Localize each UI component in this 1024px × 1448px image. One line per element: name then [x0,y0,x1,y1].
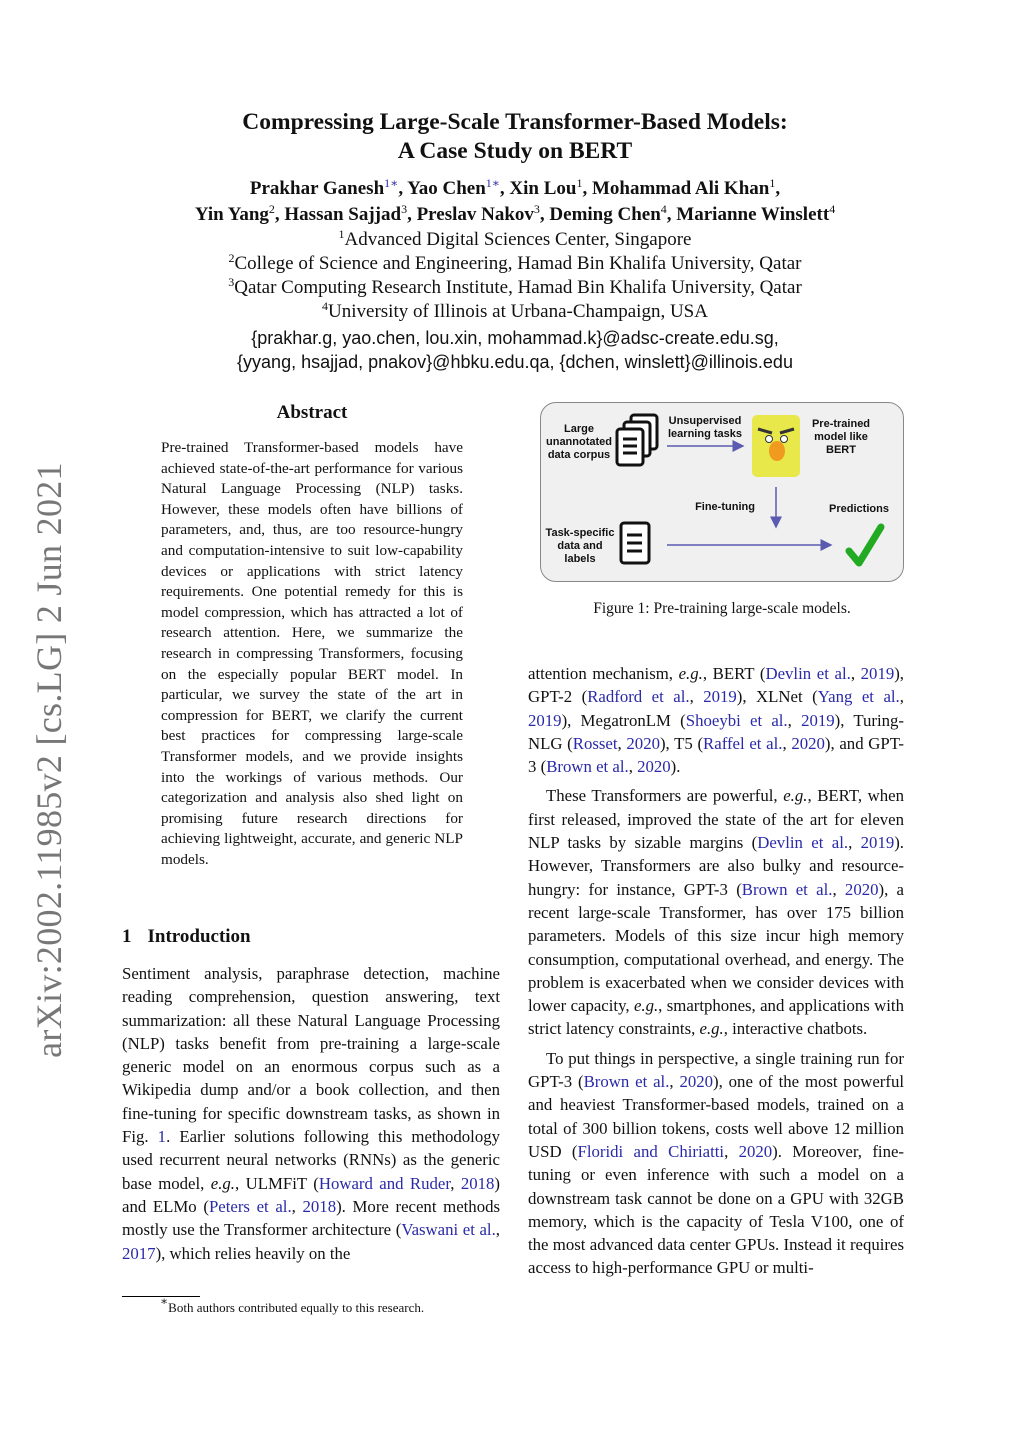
arxiv-id: arXiv:2002.11985v2 [cs.LG] 2 Jun 2021 [29,462,69,1058]
email-line-1: {prakhar.g, yao.chen, lou.xin, mohammad.k}@adsc-create.edu.sg, [251,328,779,348]
citation-link[interactable]: Brown et al. [546,757,629,777]
author-list [120,176,910,228]
author-sup: 3 [401,202,408,216]
text-run: e.g. [210,1173,235,1193]
author-name: Mohammad Ali Khan [591,178,770,199]
citation-link[interactable]: Rosset [572,733,618,753]
affil-sup: 3 [228,275,235,289]
text-run: ). However, Transformers are also bulky and resource-hungry: for instance, GPT-3 ( [528,833,905,899]
email-block [120,326,910,374]
author-name: Yao Chen [407,178,486,199]
text-run: , interactive chatbots. [723,1019,868,1039]
author-name: Yin Yang [194,204,269,225]
citation-link[interactable]: Raffel et al. [703,733,783,753]
citation-link[interactable]: Devlin et al. [757,833,849,853]
author-sup: 2 [268,202,275,216]
author-sup: 4 [829,202,836,216]
intro-paragraph: Sentiment analysis, paraphrase detection, machine reading comprehension, question answering, text summarization: all these Natural Language Processing (NLP) tasks benefit from pre-training a large-scale generic model on an enormous corpus such as a Wikipedia dump and/or a book collection, and then fine-tuning for specific downstream tasks, as shown in Fig. 1. Earlier solutions following this methodology used recurrent neural networks (RNNs) as the generic base model, e.g., ULMFiT (Howard and Ruder, 2018) and ELMo (Peters et al., 2018). More recent methods mostly use the Transformer architecture (Vaswani et al., 2017), which relies heavily on the [122,964,501,1263]
author-sup: 1 [769,176,776,190]
label-task-data: Task-specific data and labels [545,527,615,565]
text-run: ). Moreover, fine-tuning or even inference with such a model on a downstream task cannot be done on a GPU with 32GB memory, which is the capacity of Tesla V100, one of the most advanced data center GPUs. Instead it requires access to high-performance GPU or multi- [528,1141,905,1278]
figure-caption: Figure 1: Pre-training large-scale models. [593,600,851,617]
citation-link[interactable]: Vaswani et al. [401,1220,496,1240]
figure-1 [540,402,904,582]
citation-year-link[interactable]: 2020 [844,879,879,899]
citation-year-link[interactable]: 2018 [302,1196,337,1216]
text-run: ), MegatronLM ( [561,710,686,730]
text-run: ), which relies heavily on the [155,1243,351,1263]
paragraph: These Transformers are powerful, e.g., BERT, when first released, improved the state of the art for eleven NLP tasks by sizable margins (Devlin et al., 2019). However, Transformers are also bulky and resource-hungry: for instance, GPT-3 (Brown et al., 2020), a recent large-scale Transformer, has over 175 billion parameters. Models of this size incur high memory consumption, computational overhead, and energy. The problem is exacerbated when we consider devices with lower capacity, e.g., smartphones, and applications with strict latency constraints, e.g., interactive chatbots. [528,786,905,1039]
affiliations [120,228,910,324]
arxiv-sidebar [14,462,84,1058]
affil-text: Advanced Digital Sciences Center, Singapore [344,229,692,250]
footnote [160,1294,425,1316]
text-run: ), XLNet ( [736,687,818,707]
citation-year-link[interactable]: 2020 [679,1072,714,1092]
citation-year-link[interactable]: 2018 [460,1173,495,1193]
text-run: Sentiment analysis, paraphrase detection, machine reading comprehension, question answering, text summarization: all these Natural Language Processing (NLP) tasks benefit from pre-training a large-scale generic model on an enormous corpus such as a Wikipedia dump and/or a book collection, and then fine-tuning for specific downstream tasks, as shown in Fig. [122,964,500,1147]
author-sup: 1 [576,176,583,190]
citation-link[interactable]: Brown et al. [583,1072,670,1092]
label-corpus: Large unannotated data corpus [546,423,612,461]
citation-year-link[interactable]: 2020 [791,733,825,753]
affil-text: Qatar Computing Research Institute, Hamad Bin Khalifa University, Qatar [234,277,802,298]
text-run: ), a recent large-scale Transformer, has over 175 billion parameters. Models of this size incur high memory consumption, computational overhead, and energy. The problem is exacerbated when we consider devices with lower capacity, [528,879,904,1016]
label-finetuning: Fine-tuning [695,501,755,513]
citation-link[interactable]: Floridi and Chiriatti [577,1141,725,1161]
footnote-mark: ∗ [160,1294,169,1308]
text-run: e.g. [699,1019,724,1039]
text-run: ), GPT-2 ( [528,664,905,707]
author-name: Xin Lou [509,178,577,199]
section-title: Introduction [147,926,251,947]
text-run: , BERT ( [702,664,766,683]
text-run: e.g. [783,786,808,806]
affil-sup: 4 [322,299,329,313]
citation-year-link[interactable]: 2020 [738,1141,773,1161]
paper-header [120,108,910,374]
affiliation [120,276,910,300]
citation-link[interactable]: Radford et al. [587,687,690,707]
citation-year-link[interactable]: 2019 [860,664,895,683]
citation-year-link[interactable]: 2020 [637,757,671,777]
citation-year-link[interactable]: 2017 [122,1243,156,1263]
affil-text: University of Illinois at Urbana-Champaign, USA [328,301,708,322]
affiliation [120,252,910,276]
section-number: 1 [122,926,132,947]
label-predictions: Predictions [829,503,889,515]
text-run: These Transformers are powerful, [546,786,784,806]
text-run: To put things in perspective, a single training run for GPT-3 ( [528,1048,904,1092]
title-line-1: Compressing Large-Scale Transformer-Based Models: [242,109,788,135]
intro-body [122,962,500,1265]
affiliation [120,228,910,252]
label-pretrained: Pre-trained model like BERT [811,418,871,456]
author-sup: 1∗ [485,176,500,190]
text-run: ), Turing-NLG ( [528,710,904,753]
citation-year-link[interactable]: 2019 [860,833,895,853]
abstract [161,402,463,870]
affil-sup: 1 [338,227,345,241]
title-line-2: A Case Study on BERT [397,138,633,164]
author-name: Prakhar Ganesh [249,178,385,199]
section-heading [122,926,251,948]
authors-line-1: Prakhar Ganesh$^{1∗}$, Yao Chen$^{1∗}$, Xin Lou$^1$, Mohammad Ali Khan$^1$, [249,176,781,199]
citation-link[interactable]: Yang et al. [817,687,900,707]
text-run: ), one of the most powerful and heaviest Transformer-based models, trained on a total of 300 billion tokens, costs well above 12 million USD ( [528,1072,905,1161]
text-run: attention mechanism, [528,664,679,683]
text-run: ), T5 ( [659,733,704,753]
text-run: , ULMFiT ( [235,1173,319,1193]
citation-link[interactable]: Devlin et al. [765,664,851,683]
right-column-body [528,662,904,1286]
author-sup: 4 [660,202,667,216]
citation-link[interactable]: Shoeybi et al. [685,710,788,730]
author-name: Deming Chen [549,204,661,225]
text-run: ). More recent methods mostly use the Transformer architecture ( [122,1196,501,1240]
author-name: Hassan Sajjad [284,204,402,225]
paper-title [120,108,910,166]
author-name: Preslav Nakov [416,204,534,225]
document-icon [621,523,649,563]
citation-link[interactable]: Brown et al. [741,879,833,899]
author-name: Marianne Winslett [676,204,830,225]
affil-text: College of Science and Engineering, Hamad Bin Khalifa University, Qatar [234,253,802,274]
text-run: e.g. [633,996,659,1016]
affil-sup: 2 [228,251,235,265]
abstract-text: Pre-trained Transformer-based models have achieved state-of-the-art performance for various Natural Language Processing (NLP) tasks. However, these models often have billions of parameters, and, thus, are too resource-hungry and computation-intensive to suit low-capability devices or applications with strict latency requirements. One potential remedy for this is model compression, which has attracted a lot of research attention. Here, we summarize the research in compressing Transformers, focusing on the especially popular BERT model. In particular, we survey the state of the art in compression for BERT, we clarify the current best practices for compressing large-scale Transformer models, and we provide insights into the workings of various methods. Our categorization and analysis also shed light on promising future research directions for achieving lightweight, accurate, and generic NLP models. [161,439,463,868]
citation-year-link[interactable]: 2020 [626,733,660,753]
label-unsupervised: Unsupervised learning tasks [668,415,742,440]
paragraph: attention mechanism, e.g., BERT (Devlin et al., 2019), GPT-2 (Radford et al., 2019), XLNet (Yang et al., 2019), MegatronLM (Shoeybi et al., 2019), Turing-NLG (Rosset, 2020), T5 (Raffel et al., 2020), and GPT-3 (Brown et al., 2020). [528,664,905,777]
authors-line-2: Yin Yang$^2$, Hassan Sajjad$^3$, Preslav Nakov$^3$, Deming Chen$^4$, Marianne Winslett$^4$ [194,202,836,225]
author-sup: 3 [533,202,540,216]
citation-link[interactable]: Peters et al. [208,1196,292,1216]
text-run: ), and GPT-3 ( [528,733,905,777]
citation-year-link[interactable]: 2019 [801,710,835,730]
author-sup: 1∗ [384,176,399,190]
text-run: . Earlier solutions following this methodology used recurrent neural networks (RNNs) as the generic base model, [122,1127,500,1193]
check-icon [849,527,881,563]
citation-link[interactable]: Howard and Ruder [318,1173,451,1193]
affiliation [120,300,910,324]
documents-stack-icon [617,415,657,465]
figure-ref-link[interactable]: 1 [157,1127,167,1147]
bert-character-icon [752,415,800,477]
text-run: ) and ELMo ( [122,1173,500,1216]
email-line-2: {yyang, hsajjad, pnakov}@hbku.edu.qa, {dchen, winslett}@illinois.edu [237,352,793,372]
text-run: , smartphones, and applications with strict latency constraints, [528,996,904,1039]
citation-year-link[interactable]: 2019 [703,687,737,707]
text-run: , BERT, when first released, improved the state of the art for eleven NLP tasks by sizable margins ( [528,786,904,853]
footnote-text: Both authors contributed equally to this research. [168,1300,425,1315]
text-run: ). [670,757,681,777]
text-run: e.g. [678,664,703,683]
paragraph: To put things in perspective, a single training run for GPT-3 (Brown et al., 2020), one of the most powerful and heaviest Transformer-based models, trained on a total of 300 billion tokens, costs well above 12 million USD (Floridi and Chiriatti, 2020). Moreover, fine-tuning or even inference with such a model on a downstream task cannot be done on a GPU with 32GB memory, which is the capacity of Tesla V100, one of the most advanced data center GPUs. Instead it requires access to high-performance GPU or multi- [528,1048,905,1278]
citation-year-link[interactable]: 2019 [528,710,562,730]
abstract-heading: Abstract [276,402,348,423]
